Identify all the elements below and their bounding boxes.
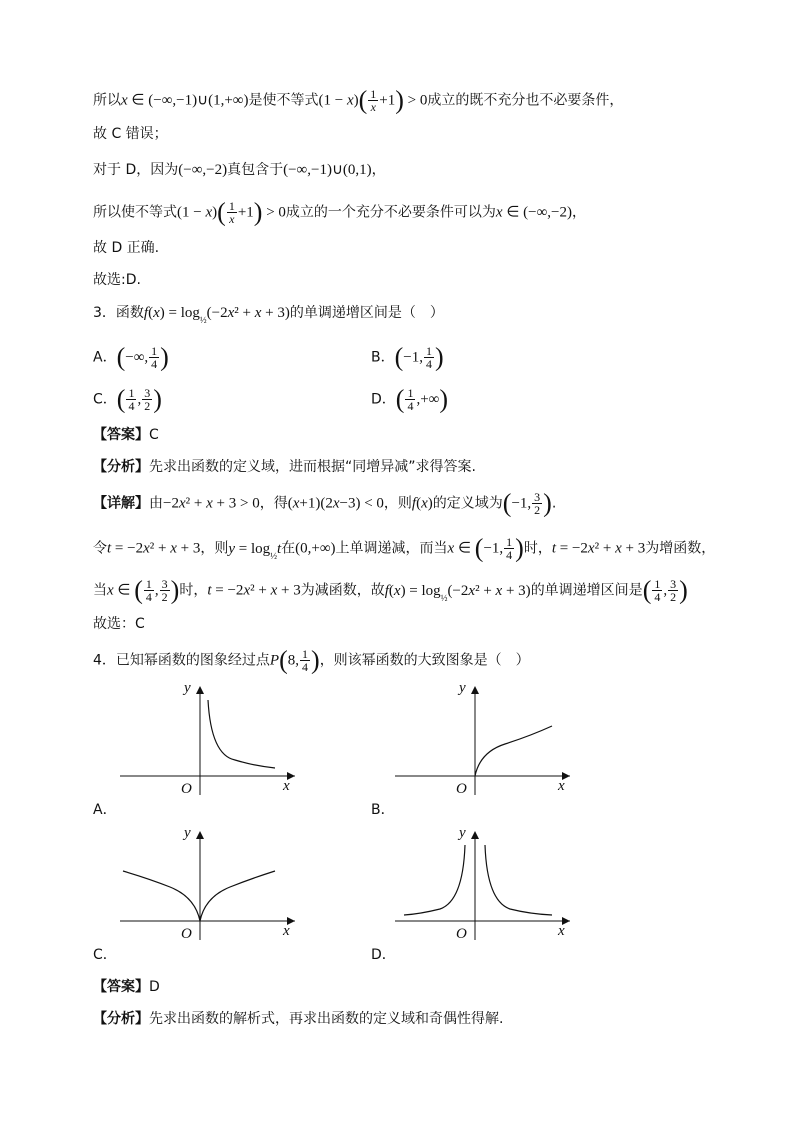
text: 为减函数，故 — [300, 582, 385, 599]
y-axis-label: y — [459, 825, 466, 841]
text: 是使不等式 — [248, 92, 319, 109]
q4-option-b[interactable]: B． — [371, 802, 395, 818]
curve-left — [404, 845, 465, 915]
line-4: 所以使不等式(1 − x)( $\frac{1}{x}$ +1) > 0成立的一个充分不必要条件可以为x ∈ (−∞,−2)， — [93, 197, 587, 227]
detail-tag: 【详解】 — [93, 495, 149, 512]
q3-option-c[interactable]: C．( $\frac{1}{4}$ , $\frac{3}{2}$ ) — [93, 384, 162, 414]
line-3: 对于 D，因为(−∞,−2)真包含于(−∞,−1)∪(0,1)， — [93, 162, 386, 178]
y-axis-label: y — [184, 825, 191, 841]
x-axis-label: x — [558, 923, 565, 939]
graph-a — [115, 680, 305, 800]
origin-label: O — [181, 926, 192, 942]
curve — [208, 700, 275, 768]
text: 4．已知幂函数的图象经过点 — [93, 652, 270, 669]
text: 上单调递减，而当 — [335, 540, 448, 557]
text: 时， — [523, 540, 552, 557]
text: ，则该幂函数的大致图象是（ ） — [319, 652, 530, 669]
text: 真包含于 — [227, 162, 284, 178]
option-label: D． — [371, 391, 396, 408]
q3-analysis — [93, 457, 476, 477]
text: ， — [371, 162, 386, 178]
x-axis-label: x — [283, 778, 290, 794]
line-2: 故 C 错误； — [93, 126, 168, 142]
origin-label: O — [181, 781, 192, 797]
origin-label: O — [456, 926, 467, 942]
text: 的单调递增区间是（ ） — [289, 305, 444, 321]
q4-stem: 4．已知幂函数的图象经过点P(8, $\frac{1}{4}$ )，则该幂函数的大致图象是（ ） — [93, 645, 530, 675]
text: 为增函数， — [645, 540, 716, 557]
q3-answer — [93, 425, 159, 445]
text: 的定义域为 — [432, 495, 503, 512]
origin-label: O — [456, 781, 467, 797]
text: ，则 — [200, 540, 229, 557]
q4-analysis — [93, 1009, 503, 1029]
text: 由 — [149, 495, 163, 512]
text: 在 — [281, 540, 296, 557]
graph-d — [390, 825, 580, 945]
curve-right — [200, 871, 275, 921]
analysis-text: 先求出函数的解析式，再求出函数的定义域和奇偶性得解. — [149, 1011, 504, 1027]
q3-detail-1: 【详解】由−2x² + x + 3 > 0，得(x+1)(2x−3) < 0，则f(x)的定义域为(−1, $\frac{3}{2}$ ). — [93, 488, 557, 518]
q3-stem: 3．函数$f(x) = \log_{\frac{1}{2}}(-2x^2 + x + 3)$的单调递增区间是（ ） — [93, 305, 444, 325]
q3-option-d[interactable]: D．( $\frac{1}{4}$ ,+∞) — [371, 384, 449, 414]
x-axis-label: x — [283, 923, 290, 939]
q3-option-b[interactable]: B．(−1, $\frac{1}{4}$ ) — [371, 342, 444, 372]
text: 成立的既不充分也不必要条件， — [427, 92, 624, 109]
text: ，得 — [259, 495, 288, 512]
analysis-tag: 【分析】 — [93, 459, 149, 475]
y-axis-label: y — [459, 680, 466, 696]
q3-detail-3: 当x ∈ ( $\frac{1}{4}$ , $\frac{3}{2}$ )时，t = −2x² + x + 3为减函数，故$f(x) = \log_{\frac{1}{2}}(-2x^2 + x + 3)$的单调递增区间是( $\frac{1}{4}$ , $\frac{3}{2}$ ) — [93, 575, 688, 605]
analysis-tag: 【分析】 — [93, 1011, 149, 1027]
q4-option-c[interactable]: C． — [93, 947, 117, 963]
option-label: C． — [93, 391, 117, 408]
text: ，则 — [383, 495, 412, 512]
analysis-text: 先求出函数的定义域，进而根据“同增异减”求得答案. — [149, 459, 476, 475]
q3-detail-2: 令t = −2x² + x + 3，则$y = \log_{\frac{1}{2}}t$在(0,+∞)上单调递减，而当x ∈ (−1, $\frac{1}{4}$ )时，t = −2x² + x + 3为增函数， — [93, 533, 716, 563]
q4-option-a[interactable]: A． — [93, 802, 117, 818]
text: 所以使不等式 — [93, 204, 177, 221]
text: 对于 D，因为 — [93, 162, 179, 178]
text: 成立的一个充分不必要条件可以为 — [285, 204, 496, 221]
q4-option-d[interactable]: D． — [371, 947, 396, 963]
answer-tag: 【答案】 — [93, 979, 149, 995]
text: 时， — [179, 582, 208, 599]
text: 当 — [93, 582, 107, 599]
q3-final: 故选：C — [93, 616, 145, 632]
line-5: 故 D 正确. — [93, 240, 160, 256]
q4-answer — [93, 977, 160, 997]
curve-right — [485, 845, 552, 915]
option-label: A． — [93, 349, 117, 366]
option-label: B． — [371, 349, 395, 366]
curve-left — [123, 871, 200, 921]
answer-value: C — [149, 427, 159, 443]
y-axis-label: y — [184, 680, 191, 696]
text: 令 — [93, 540, 107, 557]
text: 所以 — [93, 92, 121, 109]
answer-tag: 【答案】 — [93, 427, 149, 443]
text: 的单调递增区间是 — [530, 582, 643, 599]
text: ， — [572, 204, 587, 221]
line-1: 所以x ∈ (−∞,−1)∪(1,+∞)是使不等式(1 − x)( $\frac{1}{x}$ +1) > 0成立的既不充分也不必要条件， — [93, 85, 624, 115]
line-6: 故选:D. — [93, 272, 141, 288]
graph-c — [115, 825, 305, 945]
answer-value: D — [149, 979, 160, 995]
curve — [475, 726, 552, 776]
graph-b — [390, 680, 580, 800]
x-axis-label: x — [558, 778, 565, 794]
q3-option-a[interactable]: A．(−∞, $\frac{1}{4}$ ) — [93, 342, 169, 372]
text: 3．函数 — [93, 305, 144, 321]
